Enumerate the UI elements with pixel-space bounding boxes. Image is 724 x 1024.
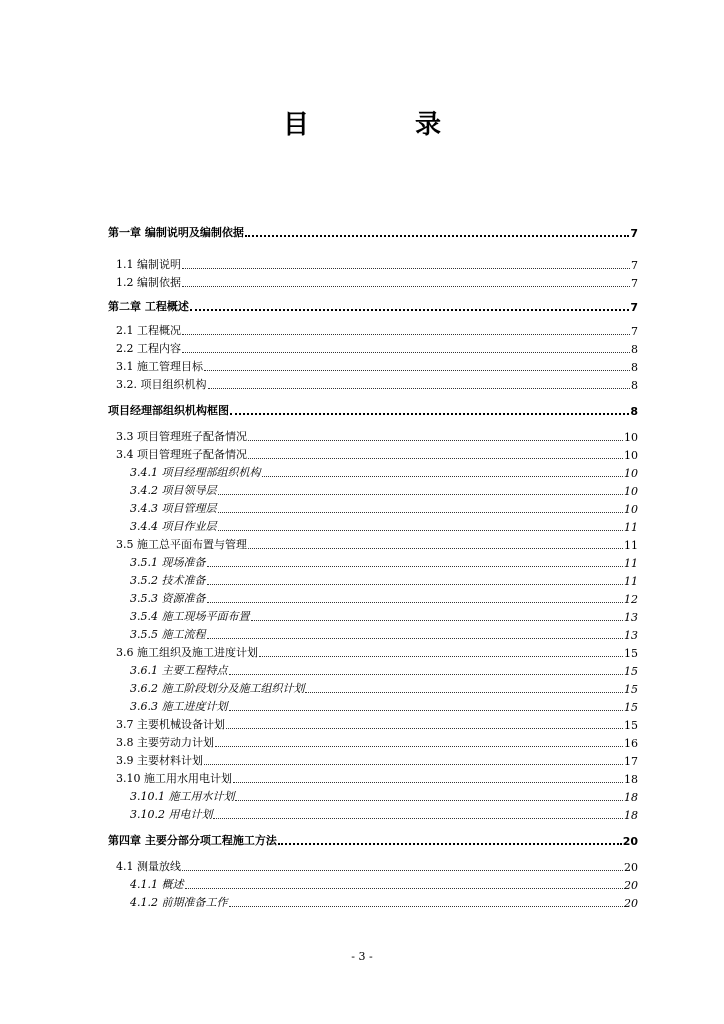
toc-entry-page: 7 — [630, 301, 638, 314]
toc-entry-title: 1.1 编制说明 — [116, 258, 181, 271]
toc-entry-page: 15 — [624, 719, 638, 732]
toc-entry-page: 20 — [624, 897, 638, 910]
toc-entry[interactable] — [108, 678, 638, 696]
toc-leader-dots — [305, 692, 623, 693]
toc-entry-title: 3.7 主要机械设备计划 — [116, 718, 225, 731]
toc-leader-dots — [207, 602, 624, 603]
toc-leader-dots — [248, 548, 623, 549]
toc-entry-title: 4.1 测量放线 — [116, 860, 181, 873]
toc-entry[interactable] — [108, 768, 638, 786]
toc-entry-title: 第四章 主要分部分项工程施工方法 — [108, 834, 277, 847]
toc-entry-title: 3.10.2 用电计划 — [130, 808, 213, 821]
toc-entry-page: 15 — [624, 683, 638, 696]
toc-leader-dots — [248, 440, 623, 441]
toc-entry[interactable] — [108, 254, 638, 272]
toc-entry-title: 第一章 编制说明及编制依据 — [108, 226, 244, 239]
toc-entry[interactable] — [108, 714, 638, 732]
toc-entry-title: 1.2 编制依据 — [116, 276, 181, 289]
toc-entry[interactable] — [108, 856, 638, 874]
toc-entry-page: 10 — [624, 503, 638, 516]
toc-entry-title: 3.5.1 现场准备 — [130, 556, 206, 569]
toc-leader-dots — [207, 566, 624, 567]
toc-entry-page: 15 — [624, 701, 638, 714]
toc-leader-dots — [259, 656, 623, 657]
toc-entry[interactable] — [108, 272, 638, 290]
toc-entry-title: 3.2. 项目组织机构 — [116, 378, 207, 391]
toc-entry-page: 18 — [624, 809, 638, 822]
toc-leader-dots — [208, 388, 631, 389]
toc-entry-page: 18 — [624, 773, 638, 786]
page-number: - 3 - — [351, 950, 373, 963]
toc-chapter-entry[interactable] — [108, 400, 638, 418]
toc-entry[interactable] — [108, 516, 638, 534]
toc-chapter-entry[interactable] — [108, 222, 638, 240]
toc-entry[interactable] — [108, 374, 638, 392]
toc-entry[interactable] — [108, 804, 638, 822]
toc-leader-dots — [278, 843, 622, 845]
toc-leader-dots — [229, 906, 624, 907]
toc-entry[interactable] — [108, 320, 638, 338]
toc-chapter-entry[interactable] — [108, 830, 638, 848]
toc-entry-page: 8 — [631, 343, 638, 356]
toc-entry-page: 7 — [631, 277, 638, 290]
toc-leader-dots — [218, 512, 624, 513]
toc-entry-title: 4.1.2 前期准备工作 — [130, 896, 228, 909]
toc-entry[interactable] — [108, 534, 638, 552]
toc-entry-title: 3.5 施工总平面布置与管理 — [116, 538, 247, 551]
toc-leader-dots — [207, 584, 624, 585]
toc-entry-page: 12 — [624, 593, 638, 606]
toc-entry[interactable] — [108, 786, 638, 804]
toc-entry[interactable] — [108, 356, 638, 374]
toc-entry[interactable] — [108, 338, 638, 356]
toc-entry-page: 7 — [631, 259, 638, 272]
toc-entry-title: 3.6 施工组织及施工进度计划 — [116, 646, 258, 659]
toc-entry-title: 3.4.2 项目领导层 — [130, 484, 217, 497]
toc-leader-dots — [245, 235, 630, 237]
toc-entry-title: 3.6.2 施工阶段划分及施工组织计划 — [130, 682, 305, 695]
toc-entry[interactable] — [108, 588, 638, 606]
toc-entry-page: 8 — [631, 379, 638, 392]
toc-entry[interactable] — [108, 732, 638, 750]
toc-leader-dots — [182, 352, 630, 353]
toc-entry-title: 3.9 主要材料计划 — [116, 754, 203, 767]
toc-entry-title: 2.2 工程内容 — [116, 342, 181, 355]
toc-entry-page: 20 — [624, 861, 638, 874]
toc-entry-title: 第二章 工程概述 — [108, 300, 189, 313]
toc-leader-dots — [248, 458, 623, 459]
toc-leader-dots — [251, 620, 624, 621]
toc-entry-page: 7 — [631, 325, 638, 338]
toc-entry-page: 20 — [622, 835, 638, 848]
toc-entry-page: 13 — [624, 629, 638, 642]
toc-entry-page: 13 — [624, 611, 638, 624]
toc-leader-dots — [182, 286, 630, 287]
toc-entry-page: 15 — [624, 665, 638, 678]
toc-entry-title: 3.3 项目管理班子配备情况 — [116, 430, 247, 443]
toc-leader-dots — [182, 870, 623, 871]
toc-entry-page: 15 — [624, 647, 638, 660]
toc-entry[interactable] — [108, 606, 638, 624]
toc-leader-dots — [233, 782, 623, 783]
toc-leader-dots — [218, 530, 624, 531]
toc-entry[interactable] — [108, 552, 638, 570]
toc-leader-dots — [229, 674, 624, 675]
toc-entry[interactable] — [108, 874, 638, 892]
toc-entry[interactable] — [108, 462, 638, 480]
toc-entry[interactable] — [108, 570, 638, 588]
toc-leader-dots — [218, 494, 624, 495]
toc-entry[interactable] — [108, 660, 638, 678]
toc-leader-dots — [207, 638, 624, 639]
toc-entry-title: 3.5.3 资源准备 — [130, 592, 206, 605]
toc-entry[interactable] — [108, 444, 638, 462]
toc-entry-page: 18 — [624, 791, 638, 804]
toc-entry-page: 11 — [624, 539, 638, 552]
toc-entry-page: 16 — [624, 737, 638, 750]
toc-leader-dots — [185, 888, 624, 889]
toc-entry-page: 7 — [630, 227, 638, 240]
toc-leader-dots — [190, 309, 630, 311]
toc-leader-dots — [204, 370, 630, 371]
toc-entry[interactable] — [108, 480, 638, 498]
toc-entry-page: 10 — [624, 431, 638, 444]
toc-entry-page: 11 — [624, 521, 638, 534]
toc-entry-page: 11 — [624, 575, 638, 588]
toc-entry[interactable] — [108, 696, 638, 714]
toc-entry-title: 3.8 主要劳动力计划 — [116, 736, 214, 749]
toc-entry-title: 3.4.1 项目经理部组织机构 — [130, 466, 261, 479]
toc-leader-dots — [262, 476, 624, 477]
toc-entry-page: 10 — [624, 467, 638, 480]
toc-entry[interactable] — [108, 426, 638, 444]
toc-leader-dots — [235, 800, 623, 801]
toc-entry[interactable] — [108, 642, 638, 660]
toc-leader-dots — [204, 764, 623, 765]
toc-entry-page: 10 — [624, 485, 638, 498]
toc-entry-page: 8 — [631, 361, 638, 374]
toc-entry-page: 20 — [624, 879, 638, 892]
toc-entry[interactable] — [108, 498, 638, 516]
toc-leader-dots — [226, 728, 623, 729]
toc-leader-dots — [182, 268, 630, 269]
toc-entry-title: 3.10 施工用水用电计划 — [116, 772, 232, 785]
toc-entry-title: 3.4.4 项目作业层 — [130, 520, 217, 533]
toc-leader-dots — [229, 710, 624, 711]
page-title: 目 录 — [282, 110, 481, 140]
toc-entry-title: 3.1 施工管理目标 — [116, 360, 203, 373]
toc-entry-title: 3.6.3 施工进度计划 — [130, 700, 228, 713]
toc-entry-title: 2.1 工程概况 — [116, 324, 181, 337]
toc-entry[interactable] — [108, 624, 638, 642]
toc-chapter-entry[interactable] — [108, 296, 638, 314]
toc-entry[interactable] — [108, 750, 638, 768]
toc-leader-dots — [230, 413, 629, 415]
toc-entry-title: 3.4.3 项目管理层 — [130, 502, 217, 515]
toc-entry-title: 4.1.1 概述 — [130, 878, 184, 891]
toc-entry[interactable] — [108, 892, 638, 910]
toc-entry-title: 3.6.1 主要工程特点 — [130, 664, 228, 677]
toc-leader-dots — [215, 746, 623, 747]
toc-entry-title: 3.5.4 施工现场平面布置 — [130, 610, 250, 623]
toc-entry-title: 项目经理部组织机构框图 — [108, 404, 229, 417]
toc-entry-page: 11 — [624, 557, 638, 570]
toc-entry-title: 3.5.5 施工流程 — [130, 628, 206, 641]
toc-leader-dots — [182, 334, 630, 335]
toc-entry-title: 3.4 项目管理班子配备情况 — [116, 448, 247, 461]
toc-entry-title: 3.5.2 技术准备 — [130, 574, 206, 587]
toc-leader-dots — [213, 818, 623, 819]
toc-entry-page: 10 — [624, 449, 638, 462]
toc-entry-page: 17 — [624, 755, 638, 768]
toc-entry-page: 8 — [630, 405, 638, 418]
toc-entry-title: 3.10.1 施工用水计划 — [130, 790, 235, 803]
